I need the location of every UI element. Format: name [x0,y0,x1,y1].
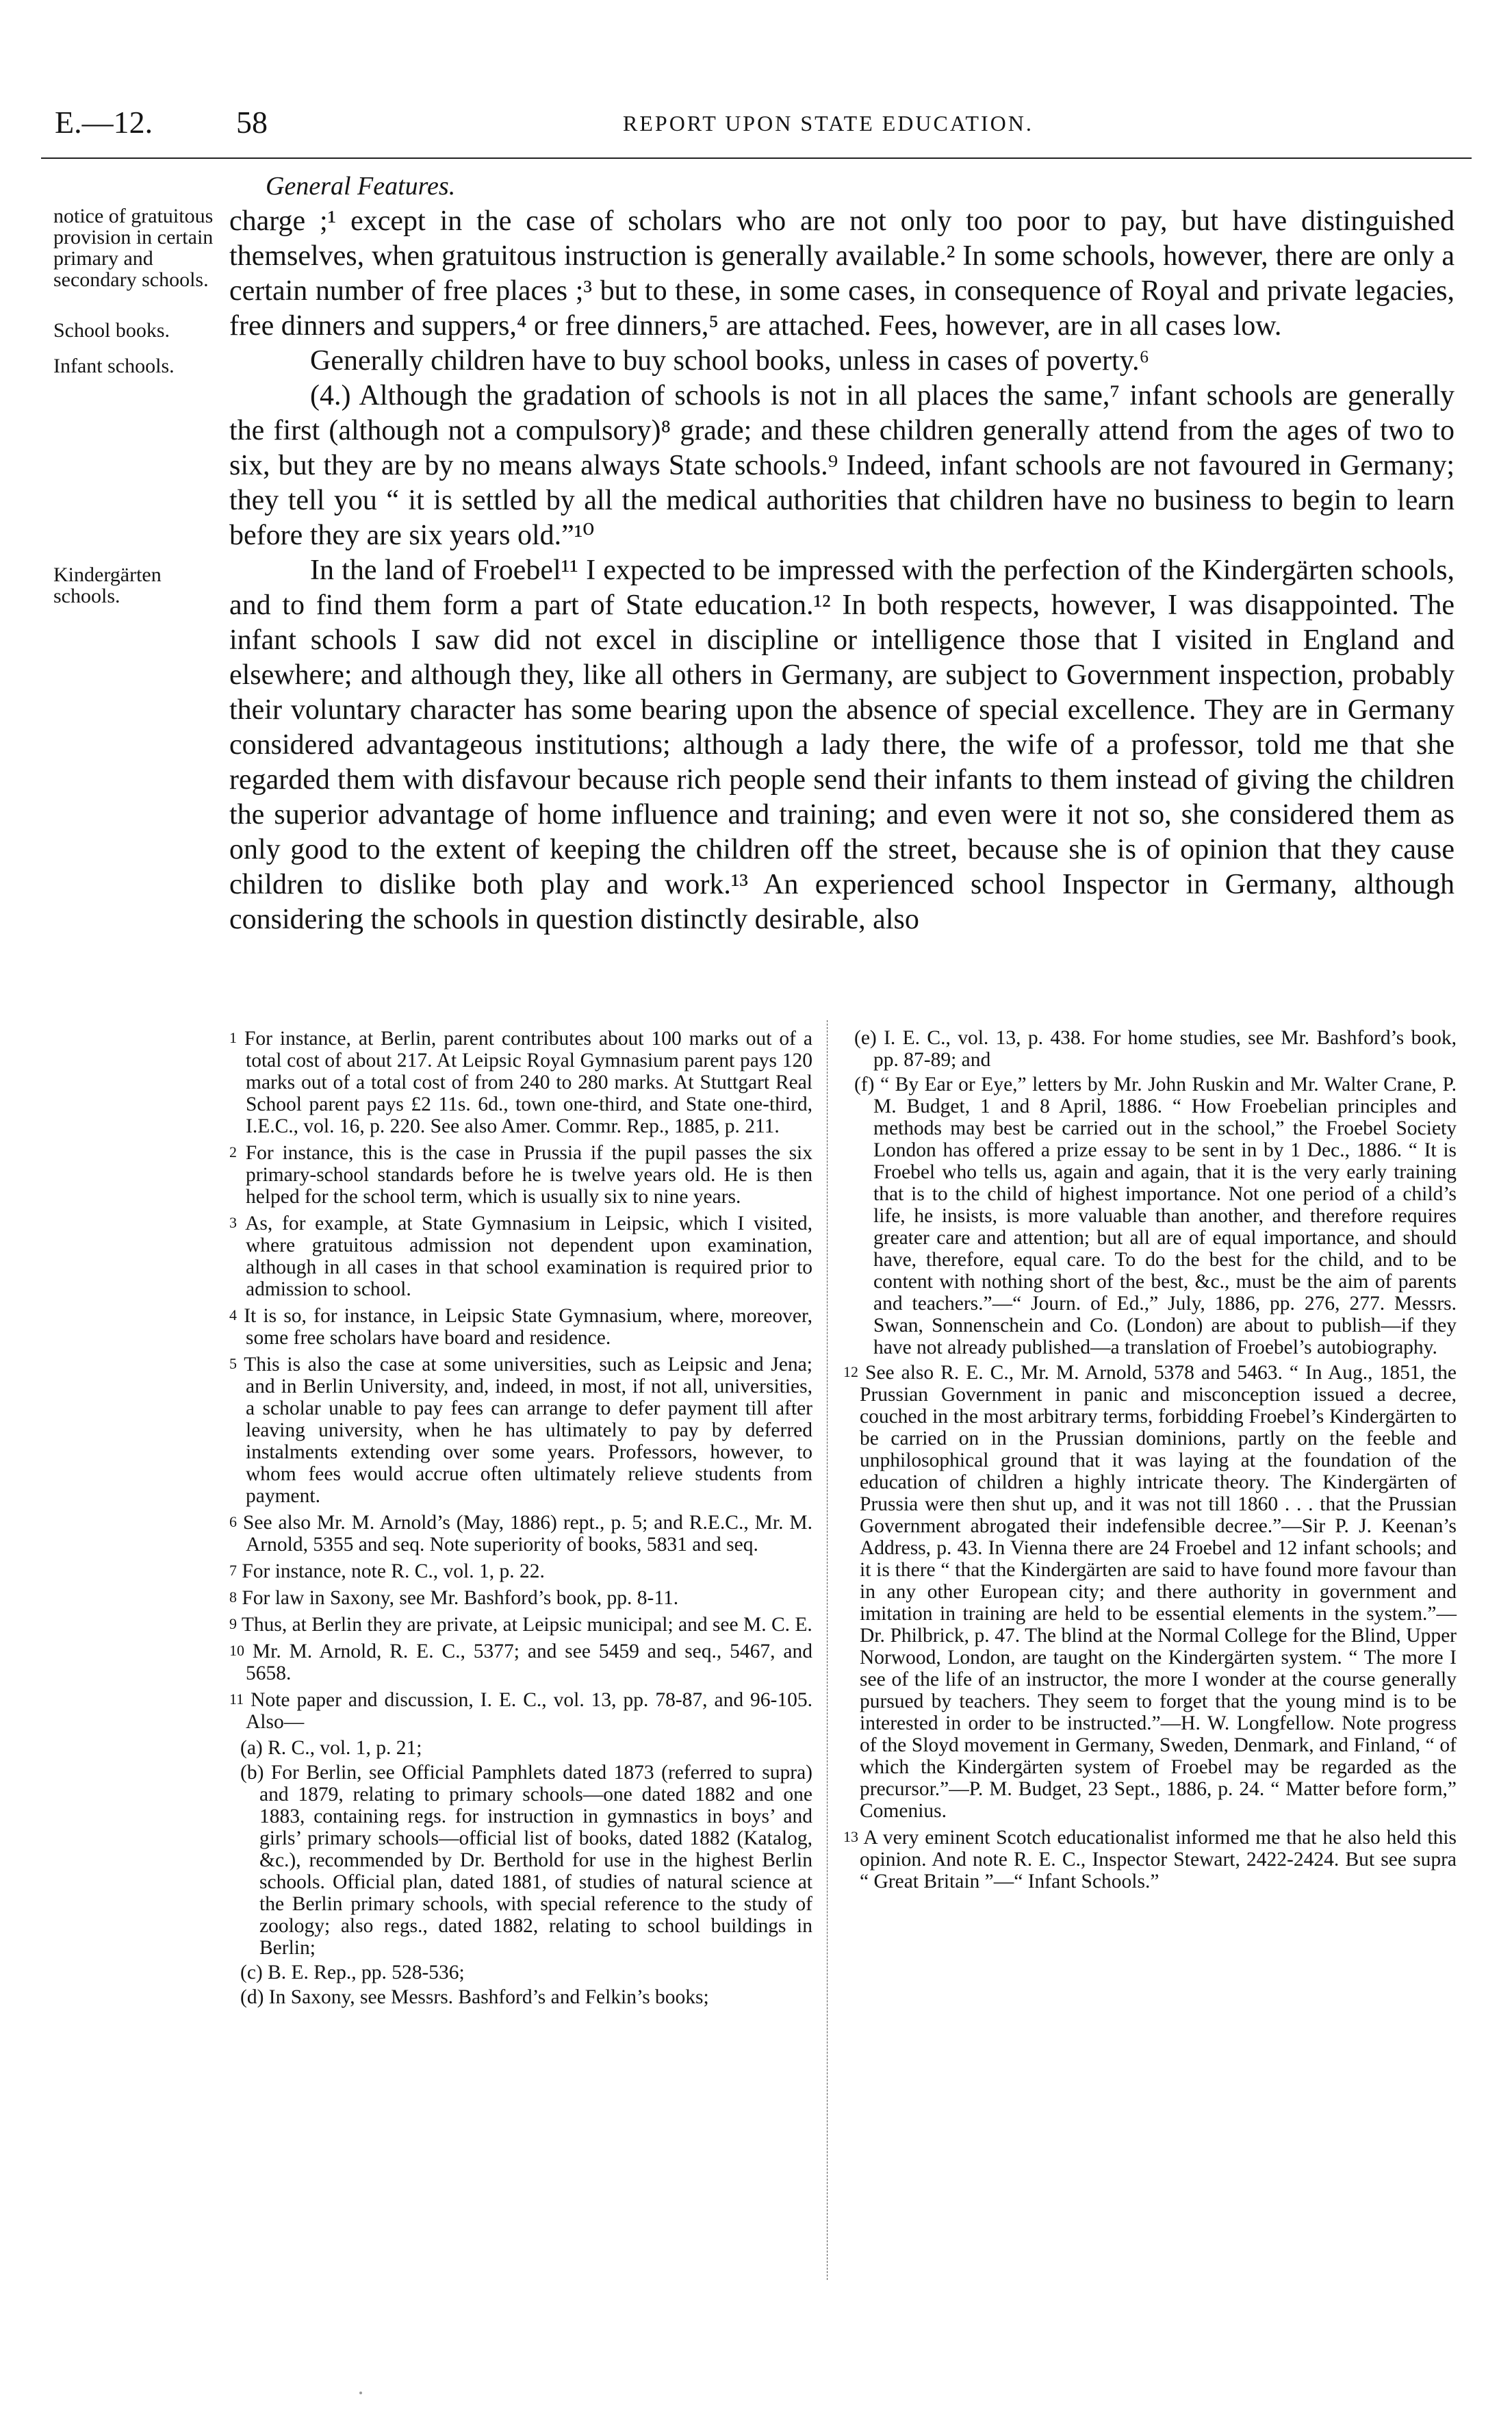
footnote-column-divider [827,1020,828,2280]
footnote: 8 For law in Saxony, see Mr. Bashford’s book, pp. 8-11. [229,1587,679,1609]
margin-note-infant-schools: Infant schools. [53,355,175,377]
running-title: REPORT UPON STATE EDUCATION. [623,111,1034,136]
page-number: 58 [236,105,268,140]
footnote: 6 See also Mr. M. Arnold’s (May, 1886) rept., p. 5; and R.E.C., Mr. M. Arnold, 5355 and seq. Note superiority of books, 5831 and seq. [229,1512,812,1556]
footnote-subitem: (e) I. E. C., vol. 13, p. 438. For home studies, see Mr. Bashford’s book, pp. 87-89; and [854,1027,1457,1071]
main-text [229,204,1455,937]
paragraph-kindergarten: In the land of Froebel¹¹ I expected to be impressed with the perfection of the Kindergärten schools, and to find them form a part of State education.¹² In both respects, however, I was disappointed. The infant schools I saw did not excel in discipline or intelligence those that I visited in England and elsewhere; and although they, like all others in Germany, are subject to Government inspection, probably their voluntary character has some bearing upon the absence of special excellence. They are in Germany considered advantageous institutions; although a lady there, the wife of a professor, told me that she regarded them with disfavour because rich people send their infants to them instead of giving the children the superior advantage of home influence and training; and even were it not so, she considered them as only good to the extent of keeping the children off the street, because she is of opinion that they cause children to dislike both play and work.¹³ An experienced school Inspector in Germany, although considering the schools in question distinctly desirable, also [229,555,1455,935]
section-heading: General Features. [266,172,456,201]
footnote: 13 A very eminent Scotch educationalist informed me that he also held this opinion. And note R. E. C., Inspector Stewart, 2422-2424. But see supra “ Great Britain ”—“ Infant Schools.” [843,1827,1457,1892]
footnote-subitem: (a) R. C., vol. 1, p. 21; [240,1737,422,1759]
document-code: E.—12. [55,105,153,140]
paragraph-school-books: Generally children have to buy school books, unless in cases of poverty.⁶ [310,345,1150,377]
footnote: 9 Thus, at Berlin they are private, at Leipsic municipal; and see M. C. E. [229,1614,812,1636]
footnote: 11 Note paper and discussion, I. E. C., vol. 13, pp. 78-87, and 96-105. Also— [229,1689,812,1733]
margin-note-kindergarten: Kindergärten schools. [53,563,162,607]
margin-note-school-books: School books. [53,319,170,342]
footnote-subitem: (c) B. E. Rep., pp. 528-536; [240,1962,465,1983]
margin-note-gratuitous: notice of gratuitous provision in certain primary and secondary schools. [53,205,214,291]
footnote: 3 As, for example, at State Gymnasium in Leipsic, which I visited, where gratuitous admission not dependent upon examination, although in all cases in that school examination is required prior to admission to school. [229,1213,813,1300]
footnote: 12 See also R. E. C., Mr. M. Arnold, 5378 and 5463. “ In Aug., 1851, the Prussian Government in panic and misconception issued a decree, couched in the most arbitrary terms, forbidding Froebel’s Kindergärten to be carried on in the Prussian dominions, partly on the feeble and unphilosophical ground that it was laying at the foundation of the education of children a highly intricate theory. The Kindergärten of Prussia were then shut up, and it was not till 1860 . . . that the Prussian Government abrogated their indefensible decree.”—Sir P. J. Keenan’s Address, p. 43. In Vienna there are 24 Froebel and 12 infant schools; and it is there “ that the Kindergärten are said to have found more favour than in any other European city; and there authority in government and imitation in training are held to be essential elements in the system.”—Dr. Philbrick, p. 47. The blind at the Normal College for the Blind, Upper Norwood, London, are taught on the Kindergärten system. “ The more I see of the life of an instructor, the more I wonder at the course generally pursued by teachers. They seem to forget that the young mind is to be interested in order to be instructed.”—H. W. Longfellow. Note progress of the Sloyd movement in Germany, Sweden, Denmark, and Finland, “ of which the Kindergärten system of Froebel may be regarded as the precursor.”—P. M. Budget, 23 Sept., 1886, p. 24. “ Matter before form,” Comenius. [843,1362,1457,1822]
footnote: 2 For instance, this is the case in Prussia if the pupil passes the six primary-school standards before he is twelve years old. He is then helped for the school term, which is usually six to nine years. [229,1142,813,1208]
paragraph-infant-schools: (4.) Although the gradation of schools is not in all places the same,⁷ infant schools are generally the first (although not a compulsory)⁸ grade; and these children generally attend from the ages of two to six, but they are by no means always State schools.⁹ Indeed, infant schools are not favoured in Germany; they tell you “ it is settled by all the medical authorities that children have no business to begin to learn before they are six years old.”¹⁰ [229,380,1455,551]
footnote-subitem: (b) For Berlin, see Official Pamphlets dated 1873 (referred to supra) and 1879, relating to primary schools—one dated 1882 and one 1883, containing regs. for instruction in gymnastics in boys’ and girls’ primary schools—official list of books, dated 1882 (Katalog, &c.), recommended by Dr. Berthold for use in the highest Berlin schools. Official plan, dated 1881, of studies of natural science at the Berlin primary schools, with special reference to the study of zoology; also regs., dated 1882, relating to school buildings in Berlin; [240,1762,812,1959]
running-header [41,103,1472,159]
footnote-subitem: (f) “ By Ear or Eye,” letters by Mr. John Ruskin and Mr. Walter Crane, P. M. Budget, 1 and 8 April, 1886. “ How Froebelian principles and methods may best be carried out in the school,” the Froebel Society London has offered a prize essay to be sent in by 1 Dec., 1886. “ It is Froebel who tells us, again and again, that it is the very early training that is to the child of highest importance. Not one period of a child’s life, he insists, is more valuable than another, and therefore requires greater care and attention; but all are of equal importance, and should have, therefore, equal care. To do the best for the child, and to be content with nothing short of the best, &c., must be the aim of parents and teachers.”—“ Journ. of Ed.,” July, 1886, pp. 276, 277. Messrs. Swan, Sonnenschein and Co. (London) are about to publish—if they have not already published—a translation of Froebel’s autobiography. [854,1074,1457,1358]
footnote: 10 Mr. M. Arnold, R. E. C., 5377; and see 5459 and seq., 5467, and 5658. [229,1640,813,1684]
footnote: 7 For instance, note R. C., vol. 1, p. 22. [229,1560,545,1582]
footnote: 4 It is so, for instance, in Leipsic State Gymnasium, where, moreover, some free scholars have board and residence. [229,1305,813,1349]
footnote-subitem: (d) In Saxony, see Messrs. Bashford’s and Felkin’s books; [240,1986,709,2008]
print-speck [359,2392,362,2394]
footnotes-right-column [843,1027,1457,1897]
footnote: 1 For instance, at Berlin, parent contributes about 100 marks out of a total cost of about 217. At Leipsic Royal Gymnasium parent pays 120 marks out of a total cost of from 240 to 280 marks. At Stuttgart Real School parent pays £2 11s. 6d., town one-third, and State one-third, I.E.C., vol. 16, p. 220. See also Amer. Commr. Rep., 1885, p. 211. [229,1028,812,1137]
footnotes-left-column [229,1027,812,2011]
footnote: 5 This is also the case at some universities, such as Leipsic and Jena; and in Berlin University, and, indeed, in most, if not all, universities, a scholar unable to pay fees can arrange to defer payment till after leaving university, when he has ultimately to pay by deferred instalments extending over some years. Professors, however, to whom fees would accrue often ultimately relieve students from payment. [229,1354,812,1507]
paragraph-fees: charge ;¹ except in the case of scholars who are not only too poor to pay, but have distinguished themselves, when gratuitous instruction is generally available.² In some schools, however, there are only a certain number of free places ;³ but to these, in some cases, in consequence of Royal and private legacies, free dinners and suppers,⁴ or free dinners,⁵ are attached. Fees, however, are in all cases low. [229,205,1455,342]
